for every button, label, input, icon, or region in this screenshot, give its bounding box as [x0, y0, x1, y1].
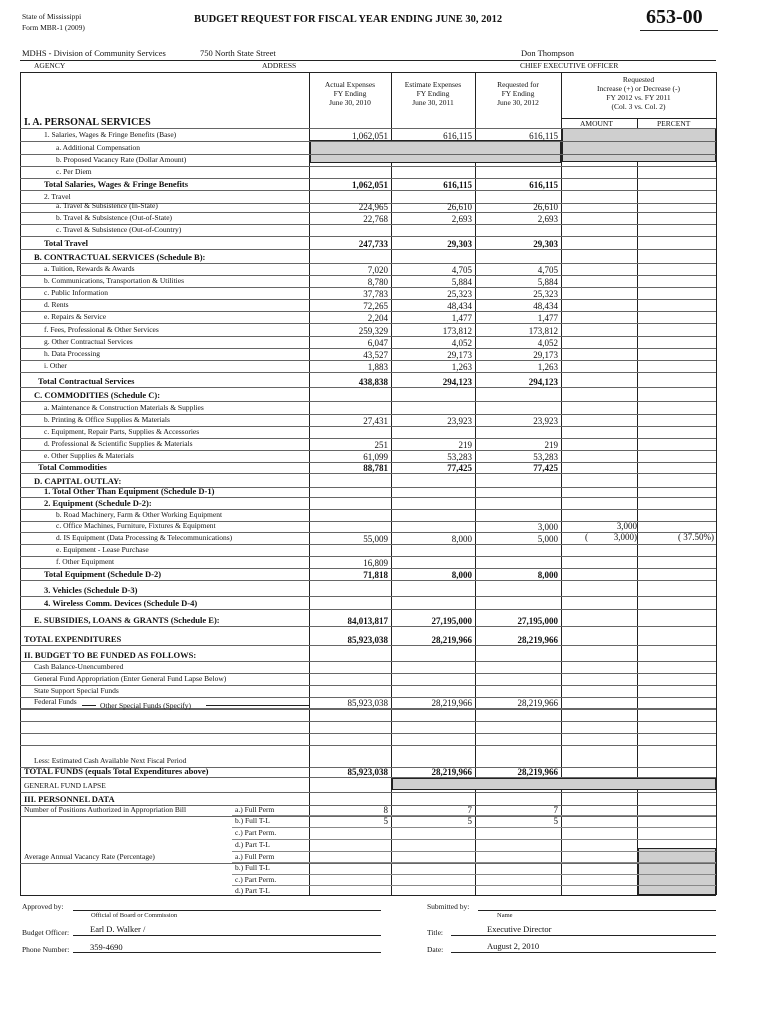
row-value-col2: 5,884 — [451, 277, 472, 287]
row-value-col1: 84,013,817 — [347, 616, 388, 626]
row-value-col1: 85,923,038 — [347, 767, 388, 777]
form-title: BUDGET REQUEST FOR FISCAL YEAR ENDING JUNE 30, 2012 — [194, 14, 503, 25]
row-value-col2: 219 — [458, 440, 472, 450]
row-value-col2: 1,477 — [451, 313, 472, 323]
row-label: d. IS Equipment (Data Processing & Telecommunications) — [56, 533, 233, 542]
row-value-col3: 48,434 — [533, 301, 558, 311]
row-value-col2: 29,173 — [447, 350, 472, 360]
row-value-col2: 23,923 — [447, 416, 472, 426]
row-label: Total Salaries, Wages & Fringe Benefits — [44, 179, 189, 189]
row-value-col2: 28,219,966 — [431, 698, 472, 708]
row-value-col2: 48,434 — [447, 301, 472, 311]
shaded-additional — [310, 140, 561, 163]
row-label: Total Equipment (Schedule D-2) — [44, 569, 162, 579]
row-label: State Support Special Funds — [34, 686, 119, 695]
row-value-col3: 29,173 — [533, 350, 558, 360]
row-label: C. COMMODITIES (Schedule C): — [34, 390, 161, 400]
row-label: E. SUBSIDIES, LOANS & GRANTS (Schedule E): — [34, 615, 220, 625]
row-value-col2: 28,219,966 — [431, 635, 472, 645]
row-value-col1: 72,265 — [363, 301, 388, 311]
row-label: f. Fees, Professional & Other Services — [44, 325, 159, 334]
row-value-col2: 53,283 — [447, 452, 472, 462]
row-label: c. Travel & Subsistence (Out-of-Country) — [56, 225, 182, 234]
row-value-col1: 2,204 — [367, 313, 388, 323]
agency-address: 750 North State Street — [200, 48, 276, 58]
row-value-col3: 1,477 — [537, 313, 558, 323]
row-label: h. Data Processing — [44, 349, 101, 358]
row-label: g. Other Contractual Services — [44, 337, 133, 346]
positions-value-col3: 7 — [553, 805, 558, 815]
phone-value: 359-4690 — [90, 942, 123, 952]
date-value: August 2, 2010 — [487, 941, 540, 951]
row-value-col2: 29,303 — [447, 239, 472, 249]
agency-label: AGENCY — [34, 61, 66, 70]
name-label: Name — [497, 912, 513, 919]
row-label: b. Communications, Transportation & Utilities — [44, 276, 185, 285]
row-label: Total Travel — [44, 238, 88, 248]
officer-label: CHIEF EXECUTIVE OFFICER — [520, 61, 619, 70]
col-change-header: Requested Increase (+) or Decrease (-) FY 2012 vs. FY 2011 (Col. 3 vs. Col. 2) — [597, 75, 680, 111]
approved-by-label: Approved by: — [22, 902, 64, 911]
row-value-col2: 8,000 — [451, 570, 472, 580]
row-value-col3: 1,263 — [537, 362, 558, 372]
col-estimate-header: Estimate Expenses FY Ending June 30, 2011 — [404, 80, 462, 107]
row-label: I. A. PERSONAL SERVICES — [24, 117, 151, 128]
row-label: b. Road Machinery, Farm & Other Working Equipment — [56, 510, 223, 519]
row-value-col3: 8,000 — [537, 570, 558, 580]
row-label: TOTAL EXPENDITURES — [24, 634, 122, 644]
form-label: Form MBR-1 (2009) — [22, 23, 85, 32]
row-value-col1: 247,733 — [358, 239, 388, 249]
row-label: f. Other Equipment — [56, 557, 115, 566]
row-value-col3: 25,323 — [533, 289, 558, 299]
change-paren: ( — [585, 532, 588, 542]
row-value-col2: 26,610 — [447, 202, 472, 212]
row-value-col1: 1,062,051 — [352, 131, 388, 141]
row-value-col3: 28,219,966 — [517, 767, 558, 777]
row-value-col3: 5,884 — [537, 277, 558, 287]
row-value-col1: 37,783 — [363, 289, 388, 299]
col-requested-header: Requested for FY Ending June 30, 2012 — [497, 80, 539, 107]
budget-officer-label: Budget Officer: — [22, 928, 70, 937]
row-label: b. Proposed Vacancy Rate (Dollar Amount) — [56, 155, 187, 164]
row-value-col3: 5,000 — [537, 534, 558, 544]
shaded-personal — [562, 128, 716, 162]
row-value-col1: 1,062,051 — [352, 180, 388, 190]
row-label: D. CAPITAL OUTLAY: — [34, 476, 122, 486]
row-value-col1: 259,329 — [358, 326, 388, 336]
positions-value-col2: 5 — [467, 816, 472, 826]
positions-sublabel: a.) Full Perm — [235, 805, 275, 814]
row-value-col1: 88,781 — [363, 463, 388, 473]
date-label: Date: — [427, 945, 444, 954]
phone-label: Phone Number: — [22, 945, 70, 954]
row-label: c. Office Machines, Furniture, Fixtures & Equipment — [56, 521, 216, 530]
row-value-col1: 1,883 — [367, 362, 388, 372]
chief-officer: Don Thompson — [521, 48, 574, 58]
row-label: General Fund Appropriation (Enter General Fund Lapse Below) — [34, 674, 227, 683]
row-label: GENERAL FUND LAPSE — [24, 781, 106, 790]
vacancy-sublabel: d.) Part T-L — [235, 886, 270, 895]
row-label: III. PERSONNEL DATA — [24, 794, 115, 804]
row-value-col1: 43,527 — [363, 350, 388, 360]
row-value-col1: 85,923,038 — [347, 635, 388, 645]
row-value-col1: 251 — [374, 440, 388, 450]
row-label: 2. Equipment (Schedule D-2): — [44, 498, 152, 508]
row-value-col3: 53,283 — [533, 452, 558, 462]
row-value-col1: 8,780 — [367, 277, 388, 287]
row-value-col2: 28,219,966 — [431, 767, 472, 777]
row-value-col1: 55,009 — [363, 534, 388, 544]
row-value-col1: 85,923,038 — [347, 698, 388, 708]
row-value-col2: 77,425 — [447, 463, 472, 473]
row-value-col1: 27,431 — [363, 416, 388, 426]
row-label: 1. Salaries, Wages & Fringe Benefits (Base) — [44, 130, 177, 139]
change-amount-office: 3,000 — [616, 521, 637, 531]
row-value-col3: 28,219,966 — [517, 698, 558, 708]
row-label: a. Travel & Subsistence (In-State) — [56, 201, 158, 210]
row-value-col2: 25,323 — [447, 289, 472, 299]
row-label: c. Per Diem — [56, 167, 92, 176]
row-label: Cash Balance-Unencumbered — [34, 662, 124, 671]
row-label: c. Equipment, Repair Parts, Supplies & Accessories — [44, 427, 200, 436]
row-value-col3: 4,052 — [537, 338, 558, 348]
row-value-col3: 29,303 — [533, 239, 558, 249]
row-label: Less: Estimated Cash Available Next Fiscal Period — [34, 756, 187, 765]
row-value-col1: 7,020 — [367, 265, 388, 275]
other-special-funds: Other Special Funds (Specify) — [100, 701, 192, 710]
row-value-col1: 22,768 — [363, 214, 388, 224]
row-label: e. Repairs & Service — [44, 312, 107, 321]
submitted-by-label: Submitted by: — [427, 902, 470, 911]
positions-sublabel: b.) Full T-L — [235, 816, 270, 825]
shaded-lapse — [392, 778, 716, 790]
row-value-col3: 4,705 — [537, 265, 558, 275]
change-amount-is: 3,000) — [613, 532, 637, 542]
positions-sublabel: d.) Part T-L — [235, 840, 270, 849]
row-value-col3: 294,123 — [528, 377, 558, 387]
row-value-col2: 8,000 — [451, 534, 472, 544]
row-value-col3: 23,923 — [533, 416, 558, 426]
row-value-col2: 616,115 — [443, 131, 472, 141]
row-label: TOTAL FUNDS (equals Total Expenditures above) — [24, 766, 209, 776]
row-label: b. Printing & Office Supplies & Materials — [44, 415, 170, 424]
form-number: 653-00 — [646, 6, 703, 28]
row-value-col2: 1,263 — [451, 362, 472, 372]
row-label: e. Other Supplies & Materials — [44, 451, 134, 460]
row-label: c. Public Information — [44, 288, 108, 297]
row-label: a. Maintenance & Construction Materials & Supplies — [44, 403, 204, 412]
row-label: Total Commodities — [38, 462, 107, 472]
row-label: 1. Total Other Than Equipment (Schedule D-1) — [44, 486, 215, 496]
row-value-col1: 71,818 — [363, 570, 388, 580]
row-value-col3: 3,000 — [537, 522, 558, 532]
row-label: a. Additional Compensation — [56, 143, 140, 152]
row-value-col3: 219 — [544, 440, 558, 450]
row-value-col1: 438,838 — [358, 377, 388, 387]
row-value-col1: 61,099 — [363, 452, 388, 462]
vacancy-sublabel: a.) Full Perm — [235, 852, 275, 861]
title-value: Executive Director — [487, 924, 552, 934]
row-value-col3: 616,115 — [529, 180, 558, 190]
positions-value-col3: 5 — [553, 816, 558, 826]
positions-value-col2: 7 — [467, 805, 472, 815]
row-value-col3: 77,425 — [533, 463, 558, 473]
positions-sublabel: c.) Part Perm. — [235, 828, 277, 837]
row-value-col2: 616,115 — [443, 180, 472, 190]
row-label: 2. Travel — [44, 192, 71, 201]
state-label: State of Mississippi — [22, 12, 82, 21]
row-value-col1: 16,809 — [363, 558, 388, 568]
percent-header: PERCENT — [657, 119, 691, 128]
row-label: i. Other — [44, 361, 67, 370]
row-value-col2: 4,052 — [451, 338, 472, 348]
title-label: Title: — [427, 928, 443, 937]
row-value-col3: 28,219,966 — [517, 635, 558, 645]
positions-value-col1: 8 — [383, 805, 388, 815]
row-value-col1: 224,965 — [358, 202, 388, 212]
row-label: Average Annual Vacancy Rate (Percentage) — [24, 852, 155, 861]
row-value-col2: 27,195,000 — [431, 616, 472, 626]
row-value-col2: 4,705 — [451, 265, 472, 275]
col-actual-header: Actual Expenses FY Ending June 30, 2010 — [324, 80, 376, 107]
row-value-col2: 2,693 — [451, 214, 472, 224]
row-value-col3: 616,115 — [529, 131, 558, 141]
shaded-vacancy — [638, 848, 716, 895]
row-value-col3: 26,610 — [533, 202, 558, 212]
row-value-col2: 173,812 — [442, 326, 472, 336]
row-label: B. CONTRACTUAL SERVICES (Schedule B): — [34, 252, 206, 262]
row-label: a. Tuition, Rewards & Awards — [44, 264, 135, 273]
row-label: 3. Vehicles (Schedule D-3) — [44, 585, 138, 595]
row-label: d. Rents — [44, 300, 69, 309]
vacancy-sublabel: b.) Full T-L — [235, 863, 270, 872]
amount-header: AMOUNT — [580, 119, 613, 128]
change-percent-is: ( 37.50%) — [678, 532, 714, 542]
budget-officer-value: Earl D. Walker / — [90, 924, 146, 934]
row-label: II. BUDGET TO BE FUNDED AS FOLLOWS: — [24, 650, 197, 660]
row-label: d. Professional & Scientific Supplies & Materials — [44, 439, 193, 448]
agency-name: MDHS - Division of Community Services — [22, 48, 166, 58]
row-label: Number of Positions Authorized in Appropriation Bill — [24, 805, 187, 814]
positions-value-col1: 5 — [383, 816, 388, 826]
row-value-col2: 294,123 — [442, 377, 472, 387]
row-label: e. Equipment - Lease Purchase — [56, 545, 149, 554]
vacancy-sublabel: c.) Part Perm. — [235, 875, 277, 884]
row-label: b. Travel & Subsistence (Out-of-State) — [56, 213, 173, 222]
row-value-col1: 6,047 — [367, 338, 388, 348]
row-label: 4. Wireless Comm. Devices (Schedule D-4) — [44, 598, 198, 608]
row-label: Total Contractual Services — [38, 376, 135, 386]
row-value-col3: 2,693 — [537, 214, 558, 224]
row-value-col3: 173,812 — [528, 326, 558, 336]
row-label: Federal Funds — [34, 697, 77, 706]
official-label: Official of Board or Commission — [91, 912, 178, 919]
address-label: ADDRESS — [262, 61, 297, 70]
row-value-col3: 27,195,000 — [517, 616, 558, 626]
